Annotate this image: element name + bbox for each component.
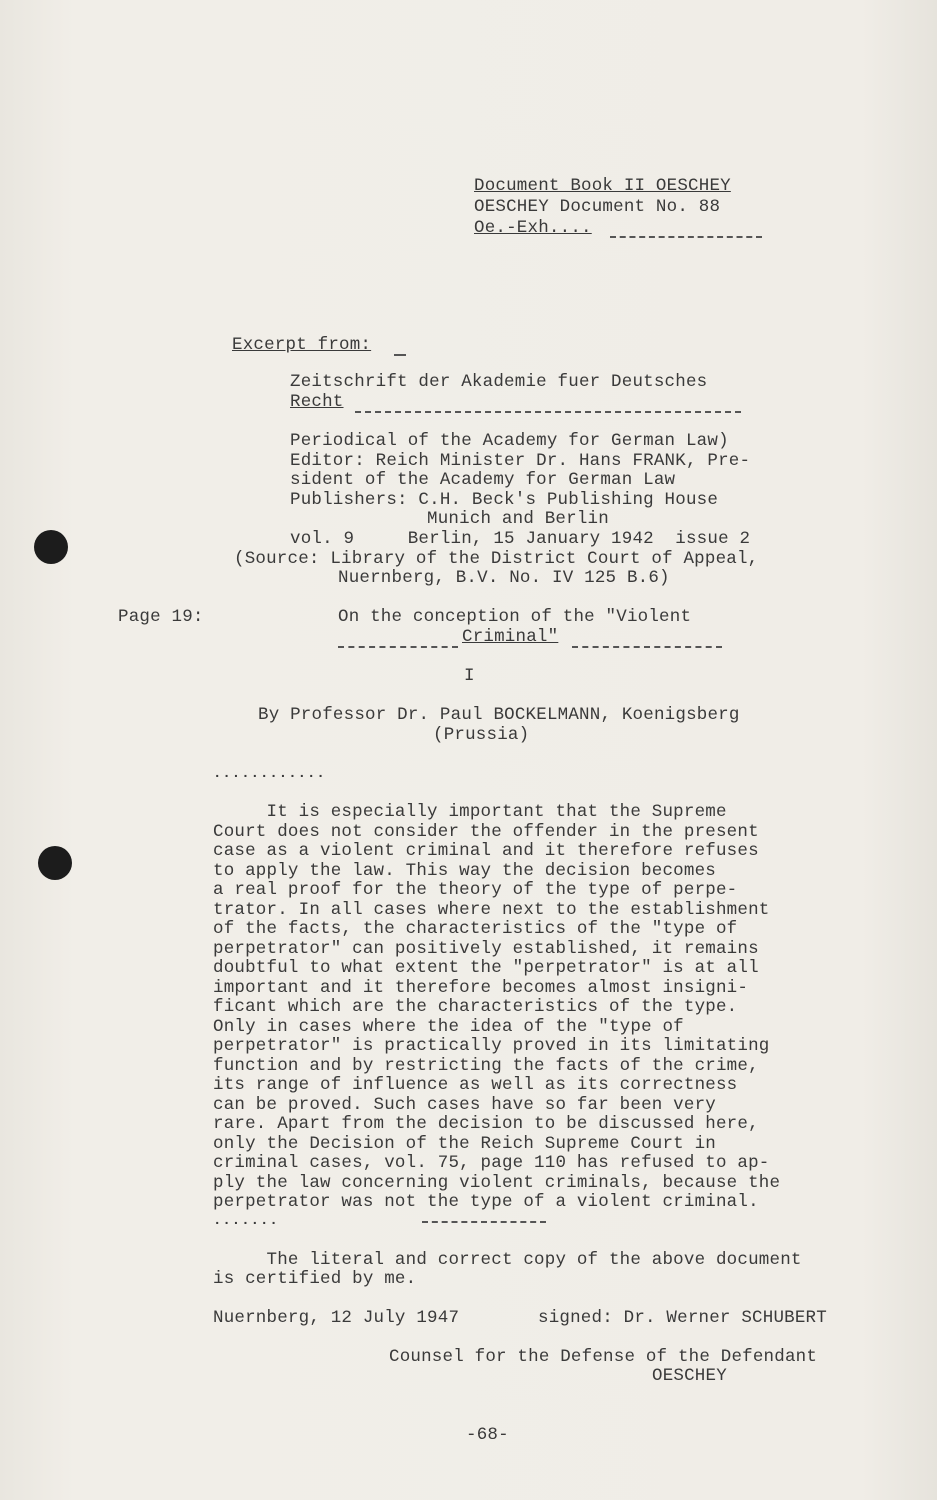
punch-hole — [34, 530, 68, 564]
author-line: By Professor Dr. Paul BOCKELMANN, Koenigsberg — [258, 705, 740, 725]
signature-line: signed: Dr. Werner SCHUBERT — [538, 1308, 827, 1328]
body-line: perpetrator" is practically proved in its limitating — [213, 1036, 770, 1056]
title-rule — [355, 411, 741, 413]
omission-dots: ....... — [213, 1213, 279, 1229]
editor-line-cont: sident of the Academy for German Law — [290, 470, 676, 490]
body-line: to apply the law. This way the decision becomes — [213, 860, 716, 881]
body-line: only the Decision of the Reich Supreme Court in — [213, 1133, 716, 1154]
heading-rule-right — [572, 646, 722, 648]
body-line: perpetrator was not the type of a violent criminal. — [213, 1192, 759, 1212]
periodical-translation: Periodical of the Academy for German Law) — [290, 431, 729, 451]
body-line: rare. Apart from the decision to be discussed here, — [213, 1114, 759, 1134]
closing-rule — [422, 1221, 546, 1223]
body-line: important and it therefore becomes almost insigni- — [213, 977, 749, 998]
body-line: perpetrator" can positively established, it remains — [213, 938, 759, 959]
body-line: case as a violent criminal and it therefore refuses — [213, 841, 759, 861]
exhibit-blank-rule — [610, 236, 762, 238]
author-region: (Prussia) — [433, 725, 530, 745]
certification-line: The literal and correct copy of the above document — [213, 1250, 802, 1270]
editor-line: Editor: Reich Minister Dr. Hans FRANK, Pre- — [290, 451, 751, 471]
section-numeral: I — [464, 666, 475, 686]
body-line: Only in cases where the idea of the "type of — [213, 1016, 684, 1037]
defendant-name: OESCHEY — [652, 1366, 727, 1386]
source-line: (Source: Library of the District Court of Appeal, — [234, 549, 759, 569]
publishers-line: Publishers: C.H. Beck's Publishing House — [290, 490, 719, 510]
article-heading-cont: Criminal" — [462, 627, 559, 647]
body-line: ficant which are the characteristics of the type. — [213, 997, 738, 1017]
body-line: doubtful to what extent the "perpetrator" is at all — [213, 958, 759, 978]
body-line: function and by restricting the facts of the crime, — [213, 1055, 759, 1076]
place-date: Nuernberg, 12 July 1947 — [213, 1308, 460, 1328]
certification-line-cont: is certified by me. — [213, 1269, 417, 1289]
publishers-place: Munich and Berlin — [427, 509, 609, 529]
excerpt-rule — [394, 354, 406, 356]
source-line-cont: Nuernberg, B.V. No. IV 125 B.6) — [338, 568, 670, 588]
body-line: ply the law concerning violent criminals, because the — [213, 1172, 781, 1193]
punch-hole — [38, 846, 72, 880]
body-line: a real proof for the theory of the type of perpe- — [213, 880, 738, 900]
exhibit-line: Oe.-Exh.... — [474, 218, 592, 238]
page-label: Page 19: — [118, 607, 204, 627]
doc-book-line: Document Book II OESCHEY — [474, 176, 731, 196]
body-line: of the facts, the characteristics of the "type of — [213, 919, 738, 939]
heading-rule-left — [338, 646, 458, 648]
omission-dots: ............ — [213, 766, 326, 782]
counsel-role: Counsel for the Defense of the Defendant — [389, 1347, 818, 1367]
body-line: can be proved. Such cases have so far been very — [213, 1094, 716, 1115]
body-line: Court does not consider the offender in the present — [213, 821, 759, 842]
volume-line: vol. 9 Berlin, 15 January 1942 issue 2 — [290, 529, 751, 549]
page-number: -68- — [466, 1425, 509, 1445]
body-line: criminal cases, vol. 75, page 110 has refused to ap- — [213, 1153, 770, 1173]
body-line: It is especially important that the Supreme — [213, 802, 727, 822]
body-line: trator. In all cases where next to the establishment — [213, 899, 770, 920]
article-heading: On the conception of the "Violent — [338, 607, 692, 627]
body-line: its range of influence as well as its correctness — [213, 1075, 738, 1095]
doc-number-line: OESCHEY Document No. 88 — [474, 197, 721, 217]
excerpt-label: Excerpt from: — [232, 335, 372, 355]
periodical-title-de: Zeitschrift der Akademie fuer Deutsches — [290, 372, 708, 392]
periodical-title-de-cont: Recht — [290, 392, 344, 412]
